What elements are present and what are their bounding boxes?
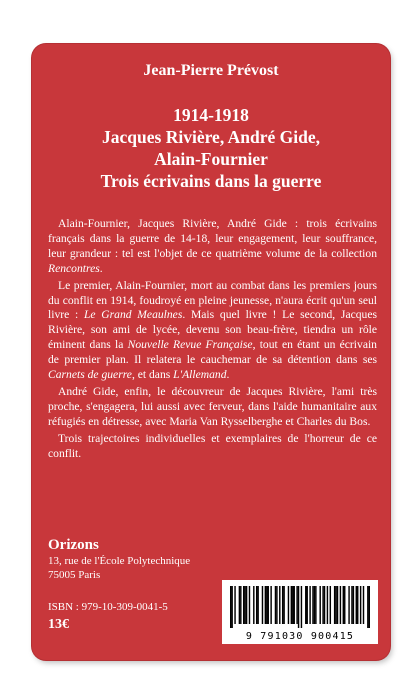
barcode-bar <box>322 586 323 624</box>
barcode-bar <box>306 586 307 624</box>
barcode-bar <box>275 586 276 624</box>
barcode-bar <box>294 586 295 624</box>
title-names-line1: Jacques Rivière, André Gide, <box>102 127 320 147</box>
barcode-bar <box>230 586 231 628</box>
publisher-block <box>48 536 190 582</box>
barcode-bar <box>288 586 289 624</box>
book-back-cover <box>32 44 390 660</box>
barcode-bar <box>276 586 277 624</box>
blurb-paragraph-2: Le premier, Alain-Fournier, mort au combat dans les premiers jours du conflit en 1914, foudroyé en pleine jeunesse, n'aura écrit qu'un seul livre : Le Grand Meaulnes. Mais quel livre ! Le second, Jacques Rivière, son ami de lycée, devenu son beau-frère, tiendra un rôle éminent dans la Nouvelle Revue Française, tout en étant un écrivain de premier plan. Il relatera le cauchemar de sa détention dans ses Carnets de guerre, et dans L'Allemand. <box>48 278 377 382</box>
blurb <box>48 217 377 462</box>
barcode-bar <box>262 586 263 624</box>
blurb-paragraph-4: Trois trajectoires individuelles et exemplaires de l'horreur de ce conflit. <box>48 431 377 460</box>
publisher-name: Orizons <box>48 537 99 553</box>
barcode-bar <box>340 586 341 624</box>
barcode-bar <box>256 586 257 624</box>
blurb-paragraph-1: Alain-Fournier, Jacques Rivière, André Gide : trois écrivains français dans la guerre de 14-18, leur engagement, leur souffrance, leur grandeur : tel est l'objet de ce quatrième volume de la collection Rencontres. <box>48 217 377 275</box>
barcode-bar <box>283 586 284 624</box>
barcode-bar <box>315 586 316 624</box>
barcode-bar <box>351 586 352 624</box>
barcode-bar <box>324 586 325 624</box>
title-block <box>32 104 390 192</box>
barcode-bar <box>234 586 235 624</box>
title-names-line2: Alain-Fournier <box>154 149 268 169</box>
barcode-bar <box>337 586 338 624</box>
barcode-bar <box>348 586 349 624</box>
barcode-bar <box>249 586 250 624</box>
barcode-bar <box>330 586 331 624</box>
barcode-bar <box>268 586 269 624</box>
barcode-bar <box>343 586 344 624</box>
title-subtitle: Trois écrivains dans la guerre <box>100 171 322 191</box>
barcode-bar <box>327 586 328 624</box>
barcode-bar <box>312 586 313 624</box>
barcode-bar <box>357 586 358 624</box>
barcode-bar <box>282 586 283 624</box>
barcode-bar <box>344 586 345 624</box>
barcode-bar <box>314 586 315 624</box>
barcode-bar <box>356 586 357 624</box>
barcode-bar <box>279 586 280 624</box>
barcode-bar <box>334 586 335 624</box>
author-name: Jean-Pierre Prévost <box>143 62 279 79</box>
barcode-bar <box>266 586 267 624</box>
barcode-bar <box>265 586 266 624</box>
barcode-bar <box>231 586 232 628</box>
barcode-bar <box>301 586 302 628</box>
barcode-bar <box>353 586 354 624</box>
barcode-bar <box>319 586 320 624</box>
barcode-digits: 9 791030 900415 <box>245 631 355 642</box>
blurb-paragraph-3: André Gide, enfin, le découvreur de Jacques Rivière, l'ami très proche, s'engagera, lui aussi avec ferveur, dans l'aide humanitaire aux réfugiés en détresse, avec Maria Van Rysselberghe et Charles du Bos. <box>48 384 377 428</box>
publisher-address-line2: 75005 Paris <box>48 569 101 581</box>
barcode-bar <box>309 586 310 624</box>
barcode-bars <box>230 586 370 628</box>
barcode-bar <box>240 586 241 624</box>
barcode-bar <box>270 586 271 624</box>
barcode-bar <box>296 586 297 624</box>
barcode-bar <box>246 586 247 624</box>
barcode-bar <box>369 586 370 628</box>
barcode-bar <box>244 586 245 624</box>
barcode-bar <box>367 586 368 628</box>
barcode-bar <box>298 586 299 628</box>
barcode-bar <box>292 586 293 624</box>
barcode-bar <box>335 586 336 624</box>
barcode-bar <box>360 586 361 624</box>
barcode <box>222 580 378 644</box>
barcode-bar <box>239 586 240 624</box>
barcode-bar <box>257 586 258 624</box>
isbn-block <box>48 600 168 632</box>
barcode-bar <box>305 586 306 624</box>
title-years: 1914-1918 <box>173 105 249 125</box>
barcode-bar <box>243 586 244 624</box>
price: 13€ <box>48 617 69 632</box>
barcode-bar <box>291 586 292 624</box>
barcode-bar <box>363 586 364 624</box>
isbn-label: ISBN : 979-10-309-0041-5 <box>48 601 168 613</box>
barcode-bar <box>253 586 254 624</box>
publisher-address-line1: 13, rue de l'École Polytechnique <box>48 555 191 567</box>
